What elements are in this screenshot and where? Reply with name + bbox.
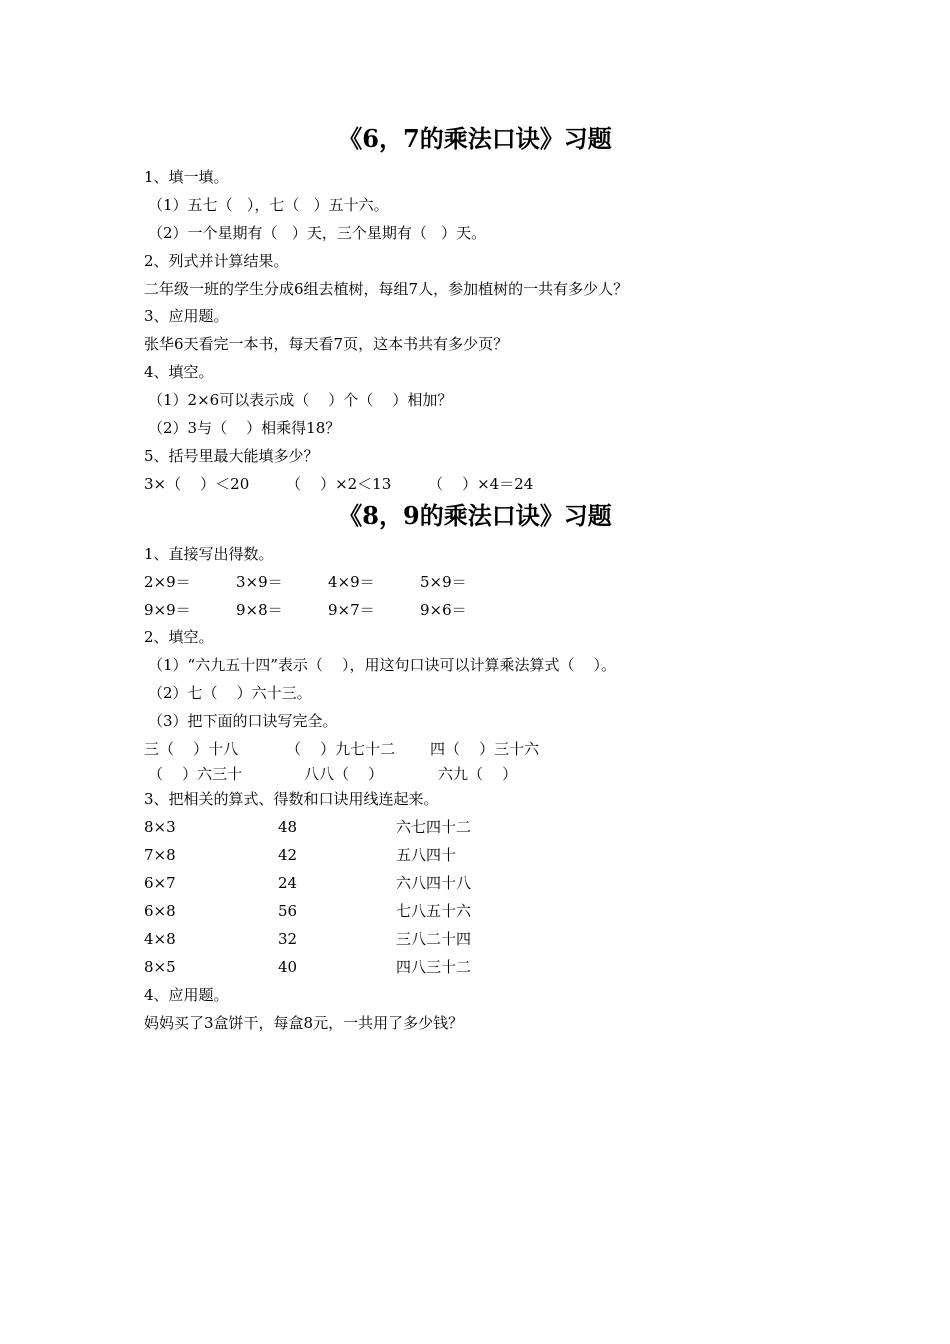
s2-calc-item: 4×9＝ <box>328 573 375 591</box>
s1-q5-item: 3×（ ）＜20 <box>144 475 250 493</box>
match-number: 48 <box>278 818 298 836</box>
match-number: 42 <box>278 846 298 864</box>
match-number: 24 <box>278 874 298 892</box>
match-rhyme: 五八四十 <box>396 846 457 864</box>
s2-question-2: 2、填空。 <box>144 628 214 646</box>
s1-question-1-part-2: （2）一个星期有（ ）天，三个星期有（ ）天。 <box>148 224 487 242</box>
s1-question-4: 4、填空。 <box>144 363 214 381</box>
s2-question-2-part-2: （2）七（ ）六十三。 <box>148 684 312 702</box>
s2-question-1: 1、直接写出得数。 <box>144 545 274 563</box>
s1-question-3: 3、应用题。 <box>144 307 229 325</box>
s1-question-2-text: 二年级一班的学生分成6组去植树，每组7人，参加植树的一共有多少人？ <box>144 280 629 298</box>
s2-fill-item: （ ）六三十 <box>148 765 243 783</box>
match-rhyme: 三八二十四 <box>396 930 472 948</box>
match-expression: 6×7 <box>144 874 176 892</box>
s1-question-4-part-2: （2）3与（ ）相乘得18？ <box>148 419 341 437</box>
match-number: 56 <box>278 902 298 920</box>
s1-q5-item: （ ）×2＜13 <box>286 475 392 493</box>
s2-calc-item: 9×9＝ <box>144 601 191 619</box>
s2-calc-item: 9×8＝ <box>236 601 283 619</box>
section1-title: 《6，7的乘法口诀》习题 <box>338 124 612 153</box>
s1-question-5: 5、括号里最大能填多少？ <box>144 447 319 465</box>
s2-question-2-part-3: （3）把下面的口诀写完全。 <box>148 712 338 730</box>
match-expression: 7×8 <box>144 846 176 864</box>
match-expression: 6×8 <box>144 902 176 920</box>
s2-fill-item: （ ）九七十二 <box>286 740 396 758</box>
match-number: 32 <box>278 930 298 948</box>
s1-question-2: 2、列式并计算结果。 <box>144 252 289 270</box>
s2-fill-item: 四（ ）三十六 <box>430 740 540 758</box>
match-expression: 8×3 <box>144 818 176 836</box>
s1-question-1-part-1: （1）五七（ ），七（ ）五十六。 <box>148 196 389 214</box>
s2-calc-item: 9×7＝ <box>328 601 375 619</box>
s2-calc-item: 5×9＝ <box>420 573 467 591</box>
match-rhyme: 七八五十六 <box>396 902 472 920</box>
s1-question-3-text: 张华6天看完一本书，每天看7页，这本书共有多少页？ <box>144 335 509 353</box>
s1-question-1: 1、填一填。 <box>144 168 229 186</box>
s2-fill-item: 六九（ ） <box>438 765 518 783</box>
s2-question-4: 4、应用题。 <box>144 986 229 1004</box>
match-rhyme: 六七四十二 <box>396 818 472 836</box>
match-rhyme: 六八四十八 <box>396 874 472 892</box>
s2-calc-item: 3×9＝ <box>236 573 283 591</box>
s1-q5-item: （ ）×4＝24 <box>428 475 534 493</box>
s2-question-2-part-1: （1）“六九五十四”表示（ ），用这句口诀可以计算乘法算式（ ）。 <box>148 656 617 674</box>
section2-title: 《8，9的乘法口诀》习题 <box>338 501 612 530</box>
s2-fill-item: 三（ ）十八 <box>144 740 239 758</box>
s2-calc-item: 9×6＝ <box>420 601 467 619</box>
s1-question-4-part-1: （1）2×6可以表示成（ ）个（ ）相加？ <box>148 391 453 409</box>
s2-question-4-text: 妈妈买了3盒饼干，每盒8元，一共用了多少钱？ <box>144 1014 464 1032</box>
match-rhyme: 四八三十二 <box>396 958 472 976</box>
s2-question-3: 3、把相关的算式、得数和口诀用线连起来。 <box>144 790 439 808</box>
match-expression: 4×8 <box>144 930 176 948</box>
s2-fill-item: 八八（ ） <box>304 765 384 783</box>
match-expression: 8×5 <box>144 958 176 976</box>
s2-calc-item: 2×9＝ <box>144 573 191 591</box>
match-number: 40 <box>278 958 298 976</box>
